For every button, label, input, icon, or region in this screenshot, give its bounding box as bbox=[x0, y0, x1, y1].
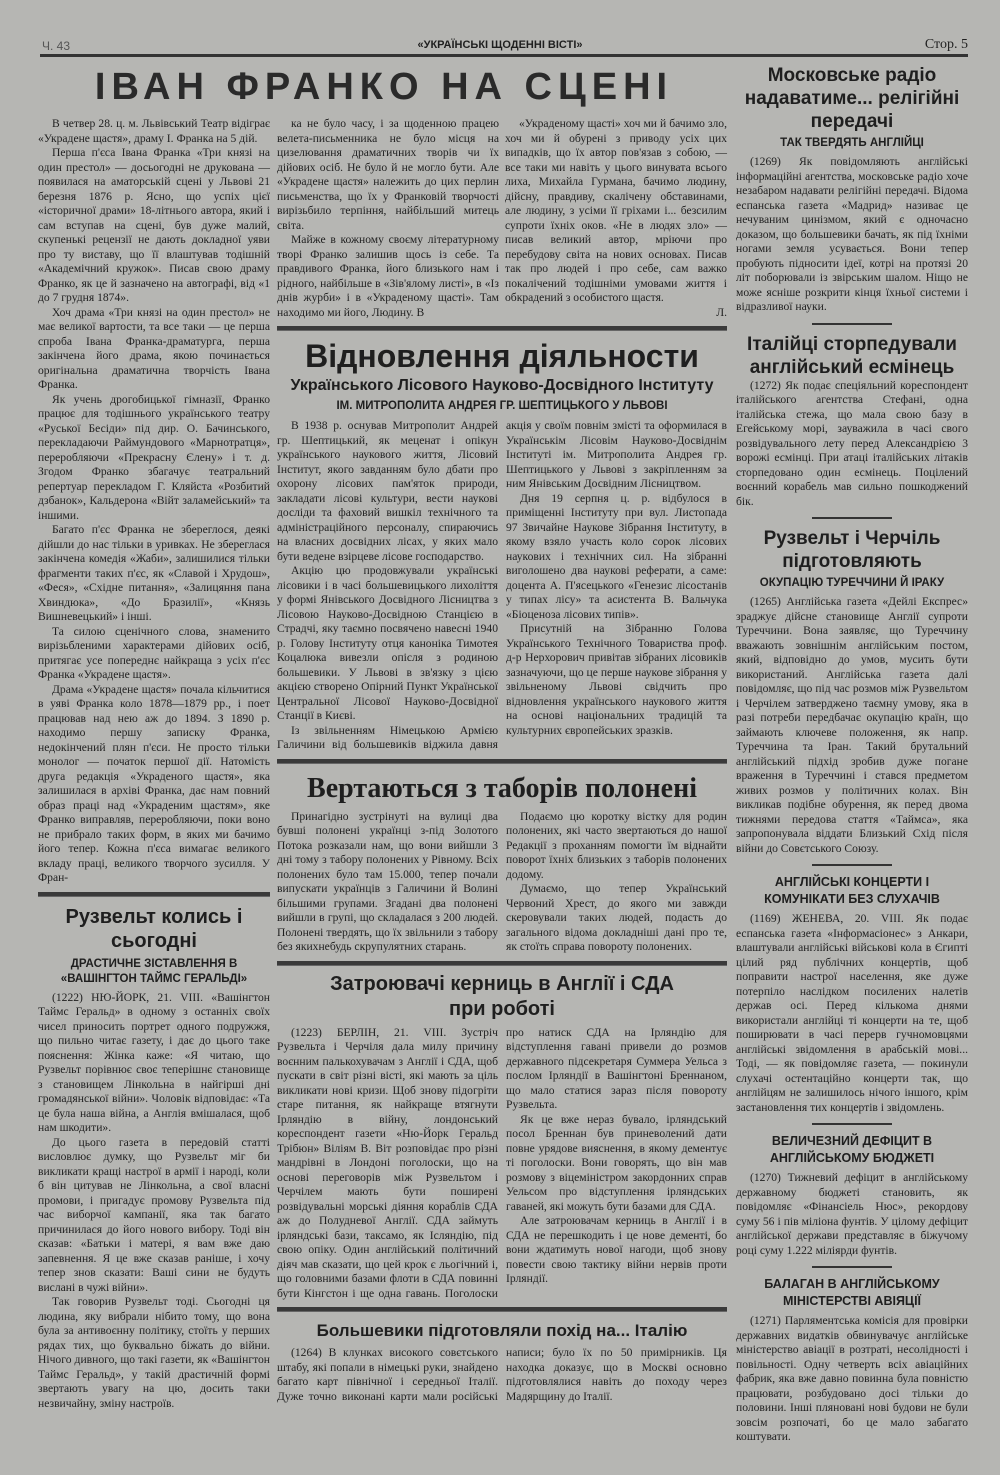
franko-col1 bbox=[38, 117, 270, 886]
roosevelt-subtitle: ДРАСТИЧНЕ ЗІСТАВЛЕННЯ В «ВАШІНГТОН ТАЙМС ГЕРАЛЬДІ» bbox=[60, 957, 248, 985]
institute-subtitle: Українського Лісового Науково-Досвідного Інституту bbox=[290, 377, 714, 394]
news-body bbox=[736, 1314, 968, 1445]
news-item bbox=[736, 517, 968, 856]
paragraph: Із звільненням Німецькою Армією Галичини від большевиків віджила давня акція у своїм повнім змісті та оформилася в Українськім Лісовім Науково-Досвіднім Інституті ім. Митрополита Андрея гр. Шептицького у Львові з закріпленням за ним Янівським Досвідним Лісництвом. bbox=[277, 419, 727, 751]
news-item bbox=[736, 1123, 968, 1258]
news-subtitle: АНГЛІЙСЬКІ КОНЦЕРТИ І КОМУНІКАТИ БЕЗ СЛУХАЧІВ bbox=[764, 875, 940, 906]
poisoners-headline-2: при роботі bbox=[448, 997, 555, 1020]
paragraph: (1271) Парляментська комісія для провірки державних видатків обвинувачує англійське міністерство авіації в розтраті, несолідності і повільності. Одну четверть всіх авіаційних фабрик, яка вже давно повинна була повністю працювати, розбудовано досі тільки до половини. Інші пляновані нові будови не були зовсім розпочаті, бо це мало забагато коштувати. bbox=[736, 1314, 968, 1443]
institute-body bbox=[277, 419, 727, 753]
franko-col3 bbox=[505, 117, 727, 320]
masthead-rule bbox=[40, 54, 968, 57]
bolsheviks-body bbox=[277, 1346, 727, 1404]
paragraph: Так говорив Рузвельт тоді. Сьогодні ця людина, яку вибрали нібито тому, що вона була за антивоєнну політику, стоїть у перших рядах тих, що буквально біжать до війни. Нічого дивного, що такі газети, як «Вашінгтон Таймс Геральд», у такій драстичній формі звертають увагу на цю, досить таки незвичайну, зміну настроїв. bbox=[38, 1295, 270, 1410]
paragraph: (1223) БЕРЛІН, 21. VIII. Зустріч Рузвельта і Черчіля дала милу причину воєнним палькохувачам з Англії і СДА, щоб пускати в світ різні вісті, які мають за ціль викликати нові кризи. Щоб знову підогріти старе питання, як найкраще втягнути Ірляндію в війну, лондонський кореспондент газети «Ню-Йорк Геральд Трібюн» Віліям В. Віт розповідає про різні мандрівні в Лондоні поголоски, що на основі переговорів між Рузвельтом і Черчілем мають бути поширені розвідувальні морські діяння кораблів СДА аж до Полудневої Англії. СДА займуть ірляндські бази, таксамо, як Ісляндію, під свою опіку. Один англійський політичний діяч мав сказати, що цей крок є льогічний і, що головними базами флоти в СДА повинні бути Кінгстон і ще одна гавань. Поголоски про натиск СДА на Ірляндію для відступлення гавані привели до розмов державного підсекретаря Суммера Уельса з послом Ірляндії в Вашінгтоні Бреннаном, що мало статися зараз після повороту Рузвельта. bbox=[277, 1025, 727, 1300]
paragraph: Дня 19 серпня ц. р. відбулося в приміщенні Інституту при вул. Листопада 97 Звичайне Наукове Зібрання Інституту, в якому взяло участь коло сорок лісових наукових і технічних сил. На зібранні виголошено два наукові реферати, а саме: доцента А. П'ясецького «Генезис лісостанів у типах лісу» та асистента В. Вальчука «Біоценоза лісових типів». bbox=[506, 491, 727, 621]
news-body bbox=[736, 595, 968, 856]
paragraph: Як учень дрогобицької гімназії, Франко працює для тодішнього українського театру «Руської Бесіди» під дир. О. Бачинського, перекладаючи Раймундового «Марнотратця», переробляючи «Прекрасну Єлену» і т. д. Згодом Франко збагачує театральний репертуар перекладом Г. Кляйста «Розбитий дзбанок», Кальдерона «Війт заламейський» та іншими. bbox=[38, 392, 270, 522]
section-divider bbox=[277, 326, 727, 331]
paragraph: В 1938 р. оснував Митрополит Андрей гр. Шептицький, як меценат і опікун українського наукового життя, Лісовий Інститут, якого завданням було дбати про охорону лісових пам'яток природи, закладати лісові культури, вести наукові досліди та фаховий вишкіл технічного та адміністраційного персоналу, спираючись на власних досвідних лісах, у яких мало бути ведене взірцеве лісове господарство. bbox=[277, 419, 498, 563]
section-divider bbox=[277, 759, 727, 764]
paragraph: Та силою сценічного слова, знаменито вирізьбленими характерами дійових осіб, притягає усе попереднє найкраща з усіх п'єс Франка «Украдене щастя». bbox=[38, 624, 270, 681]
paragraph: (1269) Як повідомляють англійські інформаційні агентства, московське радіо хоче незабаром надавати релігійні передачі. Відома еспанська газета «Мадрид» називає це нечуваним цинізмом, який є одночасно доказом, що большевики бачать, як під їхніми ногами земля усувається. Вони тепер пробують підносити ідеї, котрі на протязі 20 літ поборювали із звірським шалом. Ніщо не може ясніше розкрити кінця їхньої системи і відразливої науки. bbox=[736, 155, 968, 313]
paragraph: Думаємо, що тепер Український Червоний Хрест, до якого ми завжди скеровували таких людей, подасть до загального відома докладніші дані про те, як стоїть справа повороту полонених. bbox=[506, 882, 727, 953]
section-divider bbox=[38, 892, 270, 897]
divider bbox=[812, 323, 892, 325]
paragraph: «Украденому щасті» хоч ми й бачимо зло, хоч ми й обурені з приводу усіх цих випадків, що їх автор пов'язав з собою, — все таки ми навіть у цього винувата всього лиха, Михайла Гурмана, бачимо людину, дійсну, правдиву, скалічену обставинами, але людину, з усіми її гріхами і... безсилим супроти їхніх оков. «Не в людях зло» — писав великий автор, мріючи про перебудову світа на нових основах. Писав так про людей і про себе, сам важко покалічений тодішніми умовами життя і обкрадений з особистого щастя. bbox=[505, 117, 727, 304]
paragraph: (1264) В клунках високого совєтського штабу, які попали в німецькі руки, знайдено багато карт північної і середньої Італії. Дуже точно виконані карти мали російські написи; було їх по 50 примірників. Ця находка доказує, що в Москві основно підготовлялися навіть до походу через Мадярщину до Італії. bbox=[277, 1346, 727, 1403]
right-column bbox=[736, 64, 968, 1449]
roosevelt-headline: Рузвельт колись і сьогодні bbox=[65, 905, 243, 952]
paragraph: Подаємо цю коротку вістку для родин полонених, які часто звертаються до нашої Редакції з проханням помогти їм віднайти поворот їхніх близьких з таборів полонених додому. bbox=[506, 809, 727, 881]
poisoners-body bbox=[277, 1026, 727, 1302]
paragraph: До цього газета в передовій статті висловлює думку, що Рузвельт міг би викликати кращі настрої в армії і народі, коли б він цитував не Лінкольна, а свої власні промови, і пригадує промову Рузвельта під час виборчої кампанії, яка так багато причинилася до його нового вибору. Тоді він сказав: «Батьки і матері, я вам вже даю запевнення. Я це вже сказав раніше, і хочу тепер знов сказати: Ваші сини не будуть вислані в чужі війни». bbox=[38, 1135, 270, 1294]
divider bbox=[812, 1123, 892, 1125]
institute-subsubtitle: ІМ. МИТРОПОЛИТА АНДРЕЯ ГР. ШЕПТИЦЬКОГО У ЛЬВОВІ bbox=[336, 400, 668, 412]
paragraph: Перша п'єса Івана Франка «Три князі на один престол» — досьогодні не друкована — появилася на аматорській сцені у Львові 21 березня 1876 р. Ясно, що успіх цієї «історичної драми» 18-літнього автора, який і сам вступав на сцені, був дуже малий, скупенькі рецензії не дають докладної уяви про ту виставу, що її влаштував тодішній «Академічний кружок». Писав свою драму Франко, як це й зазначено на автографі, від «1 до 7 грудня 1874». bbox=[38, 146, 270, 304]
paragraph: (1272) Як подає спеціяльний кореспондент італійського агентства Стефані, одна італійська стежа, що мала свою базу в Егейському морі, зауважила в часі свого розвідувального лету перед Александрією 3 ворожі есмінці. При атаці італійських літаків сторпедовано один есмінець. Поцілений воєнний корабель мав сильно пошкоджений бік. bbox=[736, 378, 968, 508]
news-headline: Рузвельт і Черчіль підготовляють bbox=[763, 528, 941, 572]
divider bbox=[812, 864, 892, 866]
prisoners-body bbox=[277, 810, 727, 955]
paragraph: Присутній на Зібранню Голова Українського Технічного Товариства проф. д-р Нерхорович привітав зібраних лісовиків зазначуючи, що це перше наукове зібрання у звільненому Львові свідчить про відновлення українського наукового життя на основі національних традицій та культурних європейських зразків. bbox=[506, 622, 727, 737]
paragraph: Хоч драма «Три князі на один престол» не має великої вартости, та все таки — це перша спроба Івана Франка-драматурга, перша закінчена його драма, якою починається оригінальна драматична творчість Івана Франка. bbox=[38, 305, 270, 391]
news-body bbox=[736, 1171, 968, 1258]
paragraph: (1270) Тижневий дефіцит в англійському державному бюджеті становить, як повідомляє «Фінансіель Нюс», рекордову суму 56 і пів міліона фунтів. У цілому дефіцит англійської держави представляє в біжучому році суму 1.222 міліярди фунтів. bbox=[736, 1171, 968, 1257]
paragraph: (1265) Англійська газета «Дейлі Експрес» зраджує дійсне становище Англії супроти Туреччини. Вона заявляє, що Туреччину вважають зовнішнім англійським постом, який, відповідно до умов, мусить бути використаний. Англійська газета далі повідомляє, що під час розмов між Рузвельтом і Черчілем затверджено таємну умову, яка в разі потреби передбачає окупацію країн, що займають ключеве положення, як напр. Туреччина та Іран. Такий брутальний англійський підхід зробив дуже погане враження в Туреччині і стався предметом живих розмов у політичних колах. Він викликав подібне обурення, як перед двома тижнями передова стаття «Таймса», яка запропонувала віддати Близький Схід після війни до Совєтського Союзу. bbox=[736, 595, 968, 855]
paragraph: (1169) ЖЕНЕВА, 20. VIII. Як подає еспанська газета «Інформасіонес» з Анкари, влаштували англійські військові кола в Єгипті цілий ряд публічних концертів, щоб поправити настрої населення, яке дуже потерпіло наслідком посилених налетів держав осі. Перед кількома днями використали англійці ті концерти на те, щоб поширювати в часі перерв гучномовцями англійські звідомлення в арабській мові... Тоді, — як повідомляє газета, — покинули слухачі остентаційно концерти так, що англійцям не залишилось нічого іншого, крім застановлення тих концертів і звідомлень. bbox=[736, 912, 968, 1114]
institute-headline: Відновлення діяльности bbox=[305, 338, 699, 374]
news-body bbox=[736, 155, 968, 315]
divider bbox=[812, 517, 892, 519]
page-number: Стор. 5 bbox=[924, 37, 968, 52]
divider bbox=[812, 1266, 892, 1268]
author-signature: Л. bbox=[716, 305, 727, 319]
left-column bbox=[38, 117, 270, 1411]
news-body bbox=[736, 379, 968, 510]
paragraph: Як це вже нераз бувало, ірляндський посол Бреннан був приневолений дати повне урядове вияснення, в якому дементує ті поголоски. Вони говорять, що він мав розмову з віцеміністром закордонних справ Уельсом про відступлення ірляндських гаваней, які можуть бути базами для СДА. bbox=[506, 1112, 727, 1213]
news-body bbox=[736, 912, 968, 1115]
section-divider bbox=[277, 961, 727, 966]
paragraph: Багато п'єс Франка не збереглося, деякі дійшли до нас тільки в уривках. Не збереглася закінчена комедія «Жаби», залишилися тільки фрагменти таких п'єс, як «Славой і Хрудош», «Феся», «Східне питання», «Залицяння пана Хвиндюка», «До Бразилії», «Князь Вишневецький» і інші. bbox=[38, 523, 270, 623]
news-item bbox=[736, 323, 968, 510]
news-subtitle: ТАК ТВЕРДЯТЬ АНГЛІЙЦІ bbox=[780, 137, 924, 149]
paragraph: Майже в кожному своєму літературному творі Франко залишив щось із себе. Та правдивого Франка, його близького нам і рідного, найбільше в «Зів'ялому листі», в «Із днів журби» і в «Украденому щасті». Там находимо ми його, Людину. В bbox=[277, 233, 499, 319]
franko-col2 bbox=[277, 117, 499, 320]
news-subtitle: БАЛАГАН В АНГЛІЙСЬКОМУ МІНІСТЕРСТВІ АВІЯЦІЇ bbox=[764, 1277, 940, 1308]
paragraph: ка не було часу, і за щоденною працею велета-письменника не було місця на цизелювання драматичних творів чи їх дійових осіб. Не було й не могло бути. Але «Украдене щастя» належить до цих перлин письменства, що їх у Франковій творчості вирізьбило терпіння, найбільший митець світа. bbox=[277, 117, 499, 232]
paragraph: (1222) НЮ-ЙОРК, 21. VIII. «Вашінгтон Таймс Геральд» в одному з останніх своїх чисел приносить портрет одного подружжя, що пильно читає газету, і дає до цього таке пояснення: Жінка каже: «Я читаю, що Рузвельт порівнює своє теперішнє становище з становищем Лінкольна в найгірші дні громадянської війни». Чоловік відповідає: «Та це була наша війна, а Англія вмішалася, щоб нам шкодити». bbox=[38, 990, 270, 1134]
news-subtitle: ВЕЛИЧЕЗНИЙ ДЕФІЦИТ В АНГЛІЙСЬКОМУ БЮДЖЕТІ bbox=[769, 1134, 935, 1165]
middle-column bbox=[277, 117, 727, 1404]
news-subtitle: ОКУПАЦІЮ ТУРЕЧЧИНИ Й ІРАКУ bbox=[759, 577, 945, 589]
news-item bbox=[736, 64, 968, 315]
news-headline: Московське радіо надаватиме... релігійні передачі bbox=[744, 65, 960, 132]
news-item bbox=[736, 864, 968, 1115]
news-headline: Італійці сторпедували англійський есмінець bbox=[747, 333, 957, 378]
paragraph: Але затроювачам керниць в Англії і в СДА не перешкодить і це нове дементі, бо вони ждатимуть нової нагоди, щоб знову повести свою тактику війни нервів проти Ірляндії. bbox=[506, 1214, 727, 1285]
bolsheviks-headline: Большевики підготовляли похід на... Італію bbox=[316, 1321, 688, 1340]
franko-continuation bbox=[277, 117, 727, 320]
section-divider bbox=[277, 1307, 727, 1312]
paragraph: Принагідно зустрінуті на вулиці два бувші полонені українці з-під Золотого Потока розказали нам, що вони вийшли 3 дні тому з табору полонених у Рівному. Всіх полонених було там 15.000, тепер почали випускати українців з Галичини й Волині більшими групами. Згадані два полонені вийшли в групі, що складалася з 200 людей. Полонені твердять, що їх звільнили з табору без якихнебудь скрупулятних старань. bbox=[277, 809, 498, 953]
franko-col3-text bbox=[505, 117, 727, 306]
paragraph: В четвер 28. ц. м. Львівський Театр відіграє «Украдене щастя», драму І. Франка на 5 дій. bbox=[38, 117, 270, 145]
roosevelt-body bbox=[38, 991, 270, 1412]
newspaper-title: «УКРАЇНСЬКІ ЩОДЕННІ ВІСТІ» bbox=[417, 39, 583, 51]
poisoners-headline: Затроювачі керниць в Англії і СДА bbox=[330, 972, 674, 995]
issue-number: Ч. 43 bbox=[42, 39, 71, 53]
franko-headline: ІВАН ФРАНКО НА СЦЕНІ bbox=[94, 66, 674, 108]
paragraph: Акцію цю продовжували українські лісовики і в часі большевицького лихоліття у формі Янівського Досвідного Лісництва з Лісовою Науково-Досвідною Станцією в Страдчі, яку таємно посвячено навесні 1940 р. Голову Інституту отця каноніка Тимотея Коцалюка вивезли опісля з родиною большевики. У Львові в зв'язку з цією акцією створено Опірний Пункт Української Центральної Лісової Науково-Досвідної Станції в Києві. bbox=[277, 564, 498, 722]
prisoners-headline: Вертаються з таборів полонені bbox=[307, 772, 697, 804]
paragraph: Драма «Украдене щастя» почала кільчитися в уяві Франка коло 1878—1879 рр., і поет працював над нею аж до 1894. З 1890 р. находимо першу записку Франка, недокінчений плян п'єси. Не просто тільки монолог — початок першої дії. Натомість друга редакція «Украденого щастя», яка залишилася в архіві Франка, дає нам повний образ праці над «Украденим щастям», яке Франко виправляв, переробляючи, поки воно не прибрало таких форм, в яких ми бачимо його тепер. Кожна п'єса вимагає великого вкладу праці, великого творчого зусилля. У Фран- bbox=[38, 682, 270, 884]
news-item bbox=[736, 1266, 968, 1445]
